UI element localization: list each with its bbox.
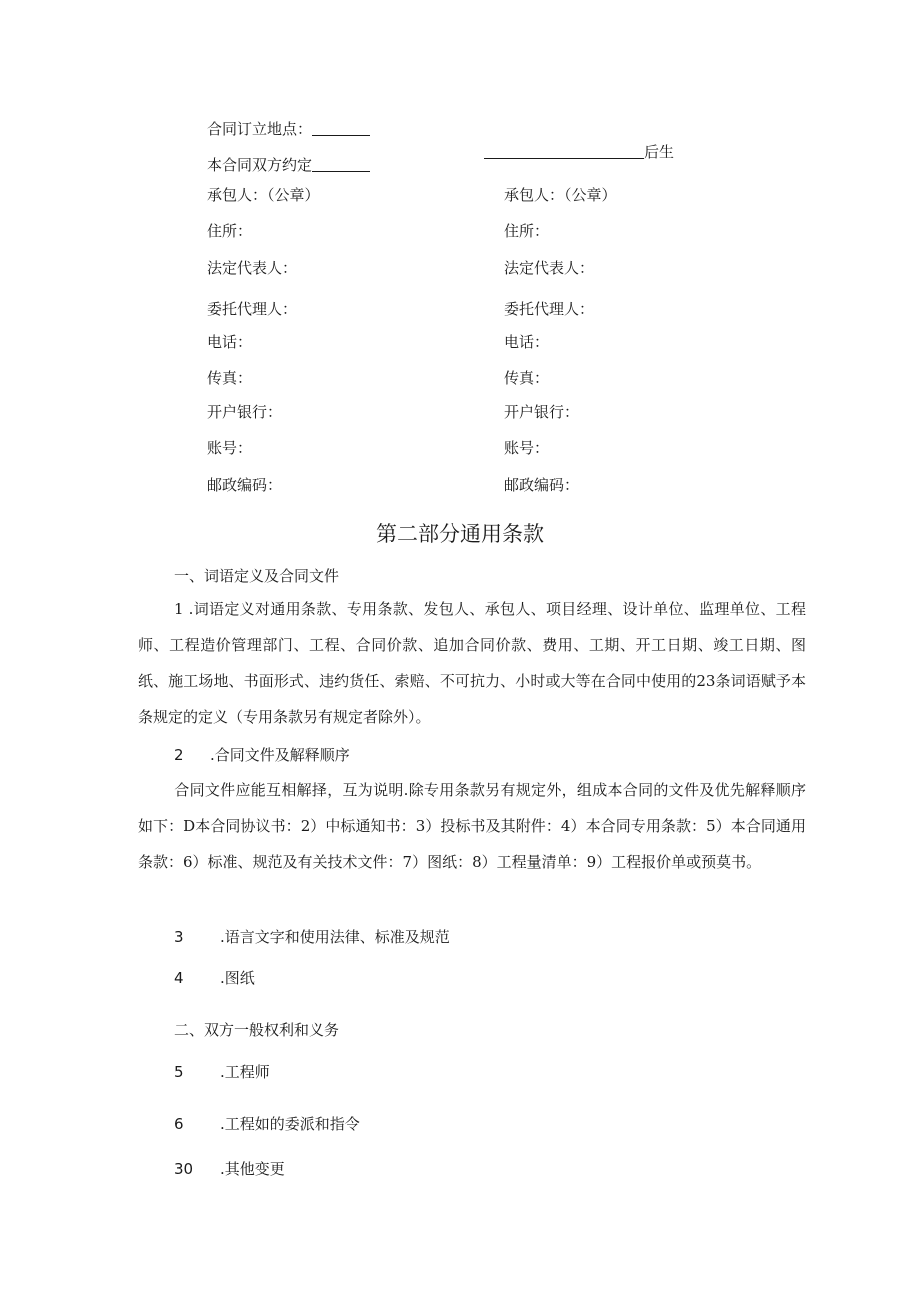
left-field-2: 法定代表人： xyxy=(207,259,298,277)
right-field-1: 住所： xyxy=(504,222,550,240)
left-field-4: 电话： xyxy=(207,333,253,351)
section-title: 第二部分通用条款 xyxy=(376,522,544,546)
contract-place-blank xyxy=(312,121,370,136)
effective-suffix: 后生 xyxy=(644,143,675,161)
item30-number: 30 xyxy=(174,1160,194,1178)
left-field-6: 开户银行： xyxy=(207,403,283,421)
item2-number: 2 xyxy=(174,746,184,764)
chapter1-heading: 一、词语定义及合同文件 xyxy=(174,567,340,585)
left-field-7: 账号： xyxy=(207,439,253,457)
contract-place-label: 合同订立地点： xyxy=(207,120,313,138)
item2-title: .合同文件及解释顺序 xyxy=(210,746,350,764)
item2-paragraph xyxy=(138,772,806,880)
right-field-5: 传真： xyxy=(504,369,550,387)
item3-title: .语言文字和使用法律、标准及规范 xyxy=(220,928,450,946)
left-field-3: 委托代理人： xyxy=(207,300,298,318)
contract-place-line xyxy=(207,118,370,139)
left-field-5: 传真： xyxy=(207,369,253,387)
right-field-7: 账号： xyxy=(504,439,550,457)
right-field-6: 开户银行： xyxy=(504,403,580,421)
effective-blank-left xyxy=(312,157,370,172)
item2-body: 合同文件应能互相解择，互为说明.除专用条款另有规定外，组成本合同的文件及优先解释顺序如下：D本合同协议书：2）中标通知书：3）投标书及其附件：4）本合同专用条款：5）本合同通用条款：6）标准、规范及有关技术文件：7）图纸：8）工程量清单：9）工程报价单或预莫书。 xyxy=(138,781,806,871)
item4-number: 4 xyxy=(174,969,184,987)
right-field-0: 承包人：（公章） xyxy=(504,186,617,204)
item5-number: 5 xyxy=(174,1063,184,1081)
effective-line xyxy=(207,154,370,175)
item4-heading xyxy=(174,967,255,988)
item1-paragraph xyxy=(138,591,806,735)
item6-number: 6 xyxy=(174,1115,184,1133)
right-field-3: 委托代理人： xyxy=(504,300,595,318)
left-field-0: 承包人：（公章） xyxy=(207,186,320,204)
right-field-8: 邮政编码： xyxy=(504,476,580,494)
item3-number: 3 xyxy=(174,928,184,946)
effective-suffix-line xyxy=(484,141,674,162)
item1-text: 1 .词语定义对通用条款、专用条款、发包人、承包人、项目经理、设计单位、监理单位、工程师、工程造价管理部门、工程、合同价款、追加合同价款、费用、工期、开工日期、竣工日期、图纸、施工场地、书面形式、违约货任、索赔、不可抗力、小时或大等在合同中使用的23条词语赋予本条规定的定义（专用条款另有规定者除外）。 xyxy=(138,600,806,726)
right-field-4: 电话： xyxy=(504,333,550,351)
chapter2-heading: 二、双方一般权利和义务 xyxy=(174,1021,340,1039)
effective-label: 本合同双方约定 xyxy=(207,156,313,174)
item3-heading xyxy=(174,926,450,947)
right-field-2: 法定代表人： xyxy=(504,259,595,277)
item6-heading xyxy=(174,1113,360,1134)
left-field-1: 住所： xyxy=(207,222,253,240)
item2-heading xyxy=(174,744,350,765)
item6-title: .工程如的委派和指令 xyxy=(220,1115,360,1133)
left-field-8: 邮政编码： xyxy=(207,476,283,494)
effective-blank-right xyxy=(484,144,644,159)
item4-title: .图纸 xyxy=(220,969,255,987)
item30-heading xyxy=(174,1158,285,1179)
item30-title: .其他变更 xyxy=(220,1160,285,1178)
item5-heading xyxy=(174,1061,270,1082)
item5-title: .工程师 xyxy=(220,1063,270,1081)
